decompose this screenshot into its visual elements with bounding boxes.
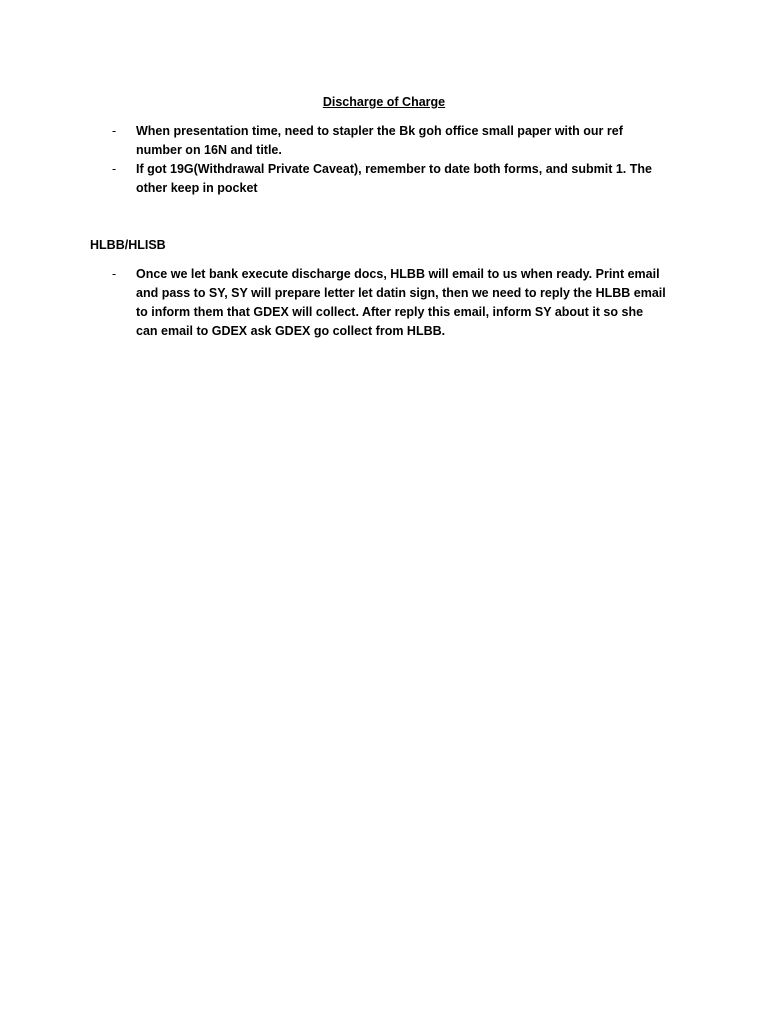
list-item-text: When presentation time, need to stapler the Bk goh office small paper with our ref number on 16N and title. [136, 124, 623, 157]
list-item [0, 265, 668, 341]
list-item [0, 160, 668, 198]
list-item-text: Once we let bank execute discharge docs, HLBB will email to us when ready. Print email and pass to SY, SY will prepare letter let datin sign, then we need to reply the HLBB email to inform them that GDEX will collect. After reply this email, inform SY about it so she can email to GDEX ask GDEX go collect from HLBB. [136, 267, 666, 338]
instruction-list [0, 122, 768, 198]
bullet-dash: - [112, 124, 117, 138]
list-item-text: If got 19G(Withdrawal Private Caveat), remember to date both forms, and submit 1. The other keep in pocket [136, 162, 652, 195]
document-title: Discharge of Charge [322, 95, 446, 109]
bullet-dash: - [112, 162, 117, 176]
section-heading: HLBB/HLISB [90, 238, 166, 252]
list-item [0, 122, 668, 160]
hlbb-instruction-list [0, 265, 768, 341]
bullet-dash: - [112, 267, 117, 281]
